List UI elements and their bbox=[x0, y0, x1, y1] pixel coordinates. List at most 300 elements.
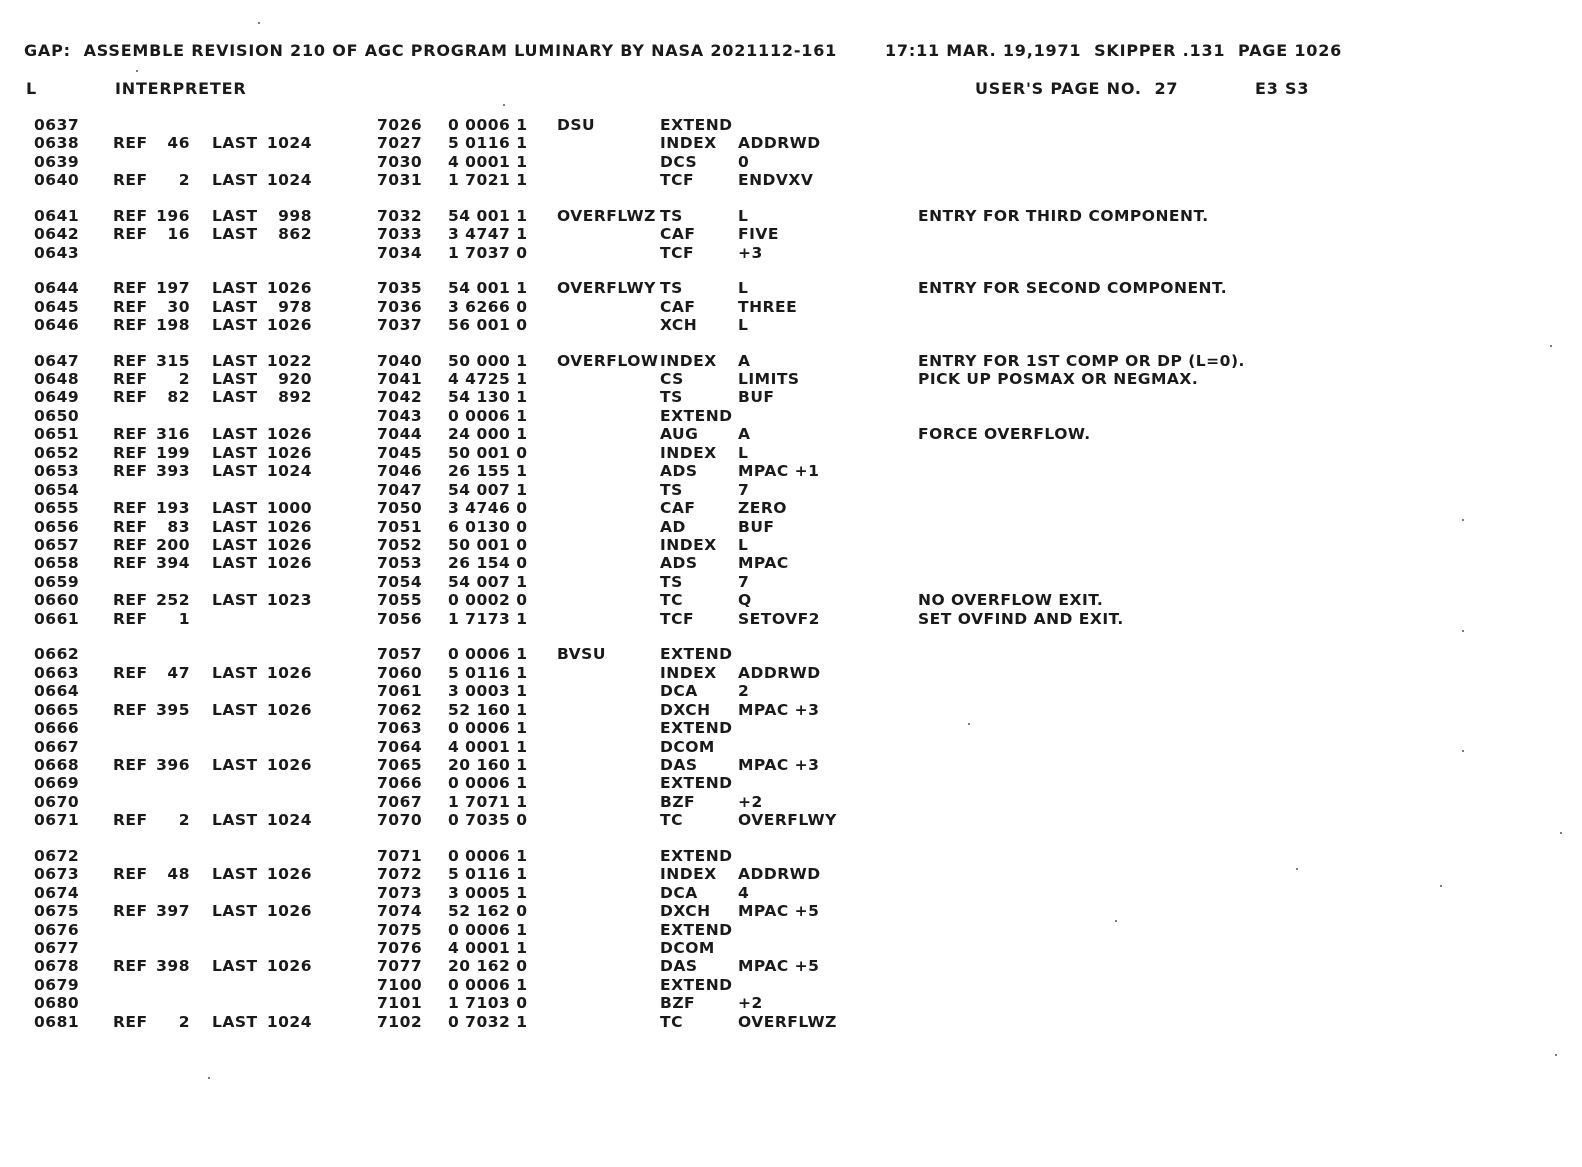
ref-number: 316 bbox=[156, 425, 190, 444]
last-keyword: LAST bbox=[212, 700, 258, 719]
opcode: CAF bbox=[660, 297, 696, 316]
address: 7055 bbox=[377, 591, 423, 610]
address: 7054 bbox=[377, 572, 423, 591]
opcode: AD bbox=[660, 517, 686, 536]
octal-code: 52 162 0 bbox=[448, 902, 528, 921]
last-number: 1026 bbox=[266, 316, 312, 335]
address: 7102 bbox=[377, 1012, 423, 1031]
comment: FORCE OVERFLOW. bbox=[918, 425, 1091, 444]
last-keyword: LAST bbox=[212, 369, 258, 388]
header-date-page: 17:11 MAR. 19,1971 SKIPPER .131 PAGE 1026 bbox=[885, 41, 1343, 60]
ref-keyword: REF bbox=[113, 351, 148, 370]
operand: L bbox=[738, 536, 749, 554]
opcode: AUG bbox=[660, 425, 699, 444]
octal-code: 3 4747 1 bbox=[448, 225, 528, 244]
address: 7076 bbox=[377, 939, 423, 957]
operand: Q bbox=[738, 591, 752, 610]
operand: 2 bbox=[738, 682, 750, 701]
octal-code: 1 7071 1 bbox=[448, 792, 528, 811]
ref-number: 397 bbox=[156, 902, 190, 921]
header-e3-s3: E3 S3 bbox=[1255, 79, 1310, 98]
ref-number: 393 bbox=[156, 462, 190, 481]
ref-number: 394 bbox=[156, 554, 190, 573]
opcode: TC bbox=[660, 811, 683, 830]
octal-code: 0 0006 1 bbox=[448, 975, 528, 994]
ref-keyword: REF bbox=[113, 297, 148, 316]
ref-keyword: REF bbox=[113, 171, 148, 190]
line-number: 0638 bbox=[34, 134, 80, 153]
ref-keyword: REF bbox=[113, 609, 148, 628]
address: 7075 bbox=[377, 920, 423, 939]
operand: BUF bbox=[738, 517, 775, 536]
line-number: 0651 bbox=[34, 425, 80, 444]
address: 7066 bbox=[377, 774, 423, 793]
opcode: TS bbox=[660, 388, 683, 407]
header-user-page: USER'S PAGE NO. 27 bbox=[975, 79, 1179, 98]
octal-code: 52 160 1 bbox=[448, 700, 528, 719]
operand: MPAC +5 bbox=[738, 902, 820, 921]
operand: +2 bbox=[738, 994, 763, 1013]
ref-keyword: REF bbox=[113, 206, 148, 225]
address: 7067 bbox=[377, 792, 423, 811]
comment: ENTRY FOR SECOND COMPONENT. bbox=[918, 279, 1228, 298]
line-number: 0668 bbox=[34, 755, 80, 774]
address: 7071 bbox=[377, 846, 423, 865]
operand: LIMITS bbox=[738, 369, 800, 388]
address: 7034 bbox=[377, 243, 423, 262]
line-number: 0679 bbox=[34, 975, 80, 994]
address: 7057 bbox=[377, 645, 423, 664]
address: 7036 bbox=[377, 297, 423, 316]
ref-number: 1 bbox=[178, 609, 190, 628]
octal-code: 26 155 1 bbox=[448, 462, 528, 481]
ref-keyword: REF bbox=[113, 957, 148, 976]
octal-code: 54 130 1 bbox=[448, 388, 528, 407]
scan-speck bbox=[968, 723, 970, 725]
last-keyword: LAST bbox=[212, 443, 258, 462]
octal-code: 5 0116 1 bbox=[448, 663, 528, 682]
last-number: 1026 bbox=[266, 957, 312, 976]
line-number: 0643 bbox=[34, 243, 80, 262]
line-number: 0681 bbox=[34, 1012, 80, 1031]
line-number: 0680 bbox=[34, 994, 80, 1013]
opcode: DAS bbox=[660, 957, 698, 976]
line-number: 0647 bbox=[34, 351, 80, 370]
last-number: 1026 bbox=[266, 663, 312, 682]
last-number: 892 bbox=[278, 388, 312, 407]
opcode: INDEX bbox=[660, 134, 717, 153]
ref-keyword: REF bbox=[113, 369, 148, 388]
address: 7035 bbox=[377, 279, 423, 298]
scan-speck bbox=[1296, 868, 1298, 870]
last-number: 1022 bbox=[266, 351, 312, 370]
address: 7027 bbox=[377, 134, 423, 153]
last-number: 998 bbox=[278, 206, 312, 225]
address: 7077 bbox=[377, 957, 423, 976]
address: 7062 bbox=[377, 700, 423, 719]
last-keyword: LAST bbox=[212, 206, 258, 225]
address: 7040 bbox=[377, 351, 423, 370]
opcode: EXTEND bbox=[660, 846, 733, 865]
line-number: 0662 bbox=[34, 645, 80, 664]
operand: L bbox=[738, 316, 749, 335]
line-number: 0678 bbox=[34, 957, 80, 976]
octal-code: 0 0006 1 bbox=[448, 846, 528, 865]
address: 7070 bbox=[377, 811, 423, 830]
last-keyword: LAST bbox=[212, 388, 258, 407]
ref-keyword: REF bbox=[113, 1012, 148, 1031]
last-number: 1023 bbox=[266, 591, 312, 610]
line-number: 0648 bbox=[34, 369, 80, 388]
address: 7032 bbox=[377, 206, 423, 225]
line-number: 0665 bbox=[34, 700, 80, 719]
address: 7052 bbox=[377, 536, 423, 554]
address: 7064 bbox=[377, 737, 423, 756]
last-keyword: LAST bbox=[212, 663, 258, 682]
last-keyword: LAST bbox=[212, 134, 258, 153]
operand: OVERFLWY bbox=[738, 811, 837, 830]
address: 7043 bbox=[377, 406, 423, 425]
comment: PICK UP POSMAX OR NEGMAX. bbox=[918, 369, 1199, 388]
last-keyword: LAST bbox=[212, 316, 258, 335]
octal-code: 0 0006 1 bbox=[448, 719, 528, 738]
octal-code: 0 7035 0 bbox=[448, 811, 528, 830]
last-keyword: LAST bbox=[212, 554, 258, 573]
ref-keyword: REF bbox=[113, 225, 148, 244]
opcode: BZF bbox=[660, 792, 696, 811]
address: 7031 bbox=[377, 171, 423, 190]
line-number: 0649 bbox=[34, 388, 80, 407]
opcode: INDEX bbox=[660, 663, 717, 682]
operand: +3 bbox=[738, 243, 763, 262]
octal-code: 0 0006 1 bbox=[448, 116, 528, 134]
line-number: 0644 bbox=[34, 279, 80, 298]
address: 7037 bbox=[377, 316, 423, 335]
symbol-label: OVERFLWY bbox=[557, 279, 656, 298]
scan-speck bbox=[1115, 920, 1117, 922]
line-number: 0674 bbox=[34, 883, 80, 902]
last-number: 1026 bbox=[266, 517, 312, 536]
operand: ADDRWD bbox=[738, 865, 821, 884]
opcode: DCOM bbox=[660, 737, 715, 756]
operand: MPAC +5 bbox=[738, 957, 820, 976]
operand: L bbox=[738, 279, 749, 298]
last-keyword: LAST bbox=[212, 351, 258, 370]
operand: OVERFLWZ bbox=[738, 1012, 837, 1031]
opcode: XCH bbox=[660, 316, 698, 335]
scan-speck bbox=[1560, 832, 1562, 834]
octal-code: 4 0001 1 bbox=[448, 939, 528, 957]
operand: +2 bbox=[738, 792, 763, 811]
scan-speck bbox=[136, 70, 138, 72]
ref-keyword: REF bbox=[113, 388, 148, 407]
opcode: EXTEND bbox=[660, 645, 733, 664]
ref-keyword: REF bbox=[113, 517, 148, 536]
operand: 7 bbox=[738, 480, 750, 499]
line-number: 0664 bbox=[34, 682, 80, 701]
last-keyword: LAST bbox=[212, 902, 258, 921]
scan-speck bbox=[258, 22, 260, 24]
ref-number: 315 bbox=[156, 351, 190, 370]
last-keyword: LAST bbox=[212, 536, 258, 554]
opcode: EXTEND bbox=[660, 406, 733, 425]
line-number: 0659 bbox=[34, 572, 80, 591]
line-number: 0650 bbox=[34, 406, 80, 425]
address: 7030 bbox=[377, 152, 423, 171]
last-number: 1024 bbox=[266, 171, 312, 190]
last-number: 1026 bbox=[266, 865, 312, 884]
address: 7026 bbox=[377, 116, 423, 134]
opcode: TC bbox=[660, 1012, 683, 1031]
scan-speck bbox=[1440, 885, 1442, 887]
comment: NO OVERFLOW EXIT. bbox=[918, 591, 1104, 610]
line-number: 0639 bbox=[34, 152, 80, 171]
ref-number: 46 bbox=[167, 134, 190, 153]
last-keyword: LAST bbox=[212, 517, 258, 536]
operand: A bbox=[738, 351, 751, 370]
line-number: 0666 bbox=[34, 719, 80, 738]
last-number: 1024 bbox=[266, 462, 312, 481]
octal-code: 50 000 1 bbox=[448, 351, 528, 370]
octal-code: 1 7173 1 bbox=[448, 609, 528, 628]
line-number: 0661 bbox=[34, 609, 80, 628]
address: 7100 bbox=[377, 975, 423, 994]
ref-number: 395 bbox=[156, 700, 190, 719]
octal-code: 24 000 1 bbox=[448, 425, 528, 444]
ref-keyword: REF bbox=[113, 425, 148, 444]
header-title: GAP: ASSEMBLE REVISION 210 OF AGC PROGRAM LUMINARY BY NASA 2021112-161 bbox=[24, 41, 838, 60]
opcode: DCA bbox=[660, 883, 698, 902]
address: 7045 bbox=[377, 443, 423, 462]
ref-keyword: REF bbox=[113, 279, 148, 298]
address: 7050 bbox=[377, 499, 423, 518]
ref-keyword: REF bbox=[113, 462, 148, 481]
ref-keyword: REF bbox=[113, 700, 148, 719]
last-number: 1026 bbox=[266, 443, 312, 462]
last-number: 1026 bbox=[266, 755, 312, 774]
last-number: 1026 bbox=[266, 554, 312, 573]
line-number: 0660 bbox=[34, 591, 80, 610]
octal-code: 54 007 1 bbox=[448, 480, 528, 499]
line-number: 0645 bbox=[34, 297, 80, 316]
last-number: 862 bbox=[278, 225, 312, 244]
line-number: 0642 bbox=[34, 225, 80, 244]
ref-number: 193 bbox=[156, 499, 190, 518]
line-number: 0658 bbox=[34, 554, 80, 573]
last-keyword: LAST bbox=[212, 957, 258, 976]
octal-code: 5 0116 1 bbox=[448, 134, 528, 153]
octal-code: 0 0006 1 bbox=[448, 645, 528, 664]
line-number: 0656 bbox=[34, 517, 80, 536]
octal-code: 3 0005 1 bbox=[448, 883, 528, 902]
octal-code: 1 7037 0 bbox=[448, 243, 528, 262]
address: 7033 bbox=[377, 225, 423, 244]
opcode: DXCH bbox=[660, 700, 711, 719]
symbol-label: OVERFLOW bbox=[557, 351, 659, 370]
ref-number: 30 bbox=[167, 297, 190, 316]
octal-code: 3 0003 1 bbox=[448, 682, 528, 701]
opcode: TCF bbox=[660, 609, 695, 628]
address: 7056 bbox=[377, 609, 423, 628]
opcode: BZF bbox=[660, 994, 696, 1013]
ref-keyword: REF bbox=[113, 134, 148, 153]
last-number: 978 bbox=[278, 297, 312, 316]
octal-code: 26 154 0 bbox=[448, 554, 528, 573]
opcode: DCA bbox=[660, 682, 698, 701]
address: 7047 bbox=[377, 480, 423, 499]
octal-code: 1 7021 1 bbox=[448, 171, 528, 190]
operand: ENDVXV bbox=[738, 171, 814, 190]
opcode: INDEX bbox=[660, 351, 717, 370]
last-keyword: LAST bbox=[212, 425, 258, 444]
last-number: 920 bbox=[278, 369, 312, 388]
last-number: 1024 bbox=[266, 811, 312, 830]
last-number: 1024 bbox=[266, 1012, 312, 1031]
line-number: 0637 bbox=[34, 116, 80, 134]
operand: ADDRWD bbox=[738, 134, 821, 153]
ref-keyword: REF bbox=[113, 554, 148, 573]
address: 7101 bbox=[377, 994, 423, 1013]
ref-number: 2 bbox=[178, 811, 190, 830]
last-keyword: LAST bbox=[212, 171, 258, 190]
scan-speck bbox=[1462, 750, 1464, 752]
address: 7072 bbox=[377, 865, 423, 884]
last-number: 1026 bbox=[266, 902, 312, 921]
ref-number: 199 bbox=[156, 443, 190, 462]
ref-number: 2 bbox=[178, 369, 190, 388]
header-section: INTERPRETER bbox=[115, 79, 247, 98]
last-number: 1026 bbox=[266, 536, 312, 554]
operand: 7 bbox=[738, 572, 750, 591]
octal-code: 5 0116 1 bbox=[448, 865, 528, 884]
ref-number: 197 bbox=[156, 279, 190, 298]
last-number: 1026 bbox=[266, 425, 312, 444]
opcode: EXTEND bbox=[660, 920, 733, 939]
header-l-column: L bbox=[26, 79, 37, 98]
operand: MPAC +1 bbox=[738, 462, 820, 481]
line-number: 0676 bbox=[34, 920, 80, 939]
scan-speck bbox=[208, 1077, 210, 1079]
operand: L bbox=[738, 443, 749, 462]
ref-number: 252 bbox=[156, 591, 190, 610]
ref-number: 196 bbox=[156, 206, 190, 225]
address: 7051 bbox=[377, 517, 423, 536]
scan-speck bbox=[1462, 630, 1464, 632]
ref-number: 48 bbox=[167, 865, 190, 884]
opcode: INDEX bbox=[660, 536, 717, 554]
address: 7074 bbox=[377, 902, 423, 921]
last-keyword: LAST bbox=[212, 865, 258, 884]
opcode: TS bbox=[660, 206, 683, 225]
ref-keyword: REF bbox=[113, 316, 148, 335]
operand: FIVE bbox=[738, 225, 779, 244]
line-number: 0671 bbox=[34, 811, 80, 830]
octal-code: 4 4725 1 bbox=[448, 369, 528, 388]
operand: 4 bbox=[738, 883, 750, 902]
last-number: 1026 bbox=[266, 700, 312, 719]
symbol-label: OVERFLWZ bbox=[557, 206, 656, 225]
address: 7053 bbox=[377, 554, 423, 573]
octal-code: 54 007 1 bbox=[448, 572, 528, 591]
opcode: TS bbox=[660, 572, 683, 591]
line-number: 0654 bbox=[34, 480, 80, 499]
opcode: INDEX bbox=[660, 865, 717, 884]
line-number: 0640 bbox=[34, 171, 80, 190]
operand: L bbox=[738, 206, 749, 225]
octal-code: 1 7103 0 bbox=[448, 994, 528, 1013]
operand: 0 bbox=[738, 152, 750, 171]
opcode: TCF bbox=[660, 171, 695, 190]
ref-number: 198 bbox=[156, 316, 190, 335]
ref-number: 2 bbox=[178, 171, 190, 190]
comment: ENTRY FOR 1ST COMP OR DP (L=0). bbox=[918, 351, 1245, 370]
opcode: EXTEND bbox=[660, 116, 733, 134]
operand: BUF bbox=[738, 388, 775, 407]
opcode: TS bbox=[660, 279, 683, 298]
last-number: 1026 bbox=[266, 279, 312, 298]
ref-keyword: REF bbox=[113, 536, 148, 554]
address: 7073 bbox=[377, 883, 423, 902]
line-number: 0672 bbox=[34, 846, 80, 865]
line-number: 0669 bbox=[34, 774, 80, 793]
scan-speck bbox=[503, 104, 505, 106]
ref-number: 82 bbox=[167, 388, 190, 407]
ref-number: 2 bbox=[178, 1012, 190, 1031]
octal-code: 50 001 0 bbox=[448, 443, 528, 462]
octal-code: 4 0001 1 bbox=[448, 152, 528, 171]
octal-code: 3 6266 0 bbox=[448, 297, 528, 316]
opcode: EXTEND bbox=[660, 975, 733, 994]
line-number: 0667 bbox=[34, 737, 80, 756]
last-keyword: LAST bbox=[212, 591, 258, 610]
last-keyword: LAST bbox=[212, 225, 258, 244]
octal-code: 20 160 1 bbox=[448, 755, 528, 774]
last-number: 1024 bbox=[266, 134, 312, 153]
line-number: 0670 bbox=[34, 792, 80, 811]
octal-code: 4 0001 1 bbox=[448, 737, 528, 756]
ref-keyword: REF bbox=[113, 499, 148, 518]
opcode: CS bbox=[660, 369, 684, 388]
address: 7065 bbox=[377, 755, 423, 774]
address: 7046 bbox=[377, 462, 423, 481]
operand: ZERO bbox=[738, 499, 787, 518]
line-number: 0675 bbox=[34, 902, 80, 921]
line-number: 0641 bbox=[34, 206, 80, 225]
address: 7042 bbox=[377, 388, 423, 407]
line-number: 0652 bbox=[34, 443, 80, 462]
line-number: 0673 bbox=[34, 865, 80, 884]
last-keyword: LAST bbox=[212, 279, 258, 298]
opcode: DCS bbox=[660, 152, 698, 171]
operand: MPAC bbox=[738, 554, 789, 573]
symbol-label: BVSU bbox=[557, 645, 606, 664]
last-keyword: LAST bbox=[212, 499, 258, 518]
line-number: 0655 bbox=[34, 499, 80, 518]
operand: THREE bbox=[738, 297, 798, 316]
octal-code: 50 001 0 bbox=[448, 536, 528, 554]
scan-speck bbox=[1555, 1054, 1557, 1056]
last-keyword: LAST bbox=[212, 462, 258, 481]
opcode: DXCH bbox=[660, 902, 711, 921]
operand: ADDRWD bbox=[738, 663, 821, 682]
address: 7060 bbox=[377, 663, 423, 682]
line-number: 0663 bbox=[34, 663, 80, 682]
last-number: 1000 bbox=[266, 499, 312, 518]
opcode: TS bbox=[660, 480, 683, 499]
opcode: ADS bbox=[660, 462, 698, 481]
opcode: ADS bbox=[660, 554, 698, 573]
operand: A bbox=[738, 425, 751, 444]
